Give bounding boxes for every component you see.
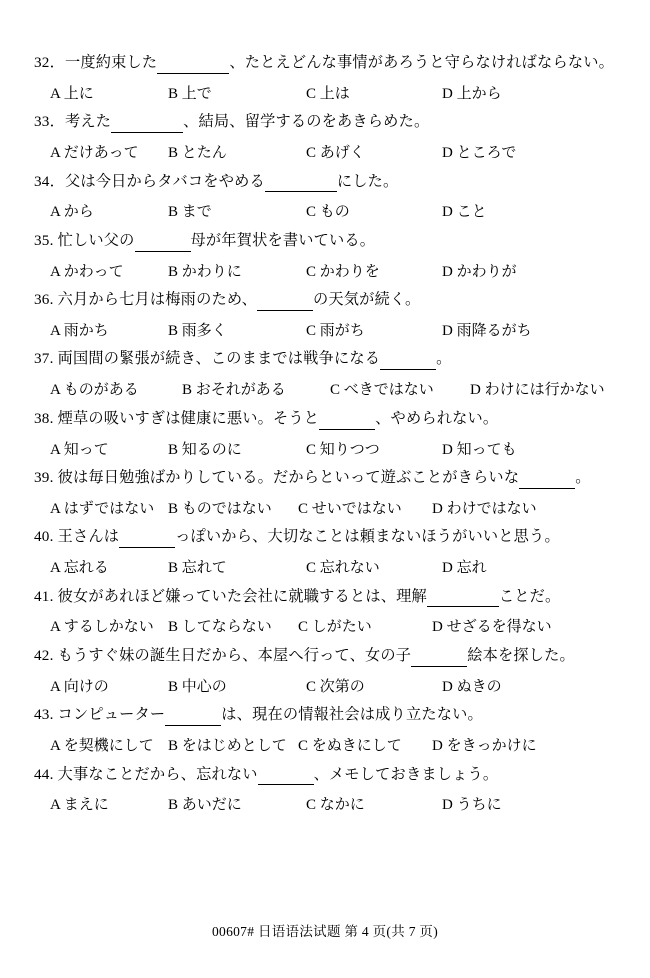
option-choice[interactable]: A から (50, 204, 94, 221)
option-choice[interactable]: A するしかない (50, 619, 154, 636)
question-stem-before: 44. 大事なことだから、忘れない (34, 765, 258, 783)
question-stem-after: ことだ。 (498, 587, 561, 605)
question-item (34, 52, 616, 105)
page-footer: 00607# 日语语法试题 第 4 页(共 7 页) (211, 924, 439, 939)
option-row (34, 142, 616, 165)
question-stem-after: 。 (575, 469, 591, 487)
option-choice[interactable]: C をぬきにして (298, 738, 402, 755)
question-stem-after: 絵本を探した。 (467, 646, 575, 664)
option-choice[interactable]: A を契機にして (50, 738, 154, 755)
answer-blank (380, 346, 436, 370)
question-stem (34, 348, 616, 372)
option-row (34, 320, 616, 343)
option-choice[interactable]: A ものがある (50, 382, 139, 399)
option-row (34, 439, 616, 462)
option-choice[interactable]: D ところで (442, 145, 517, 162)
option-choice[interactable]: D ぬきの (442, 678, 502, 695)
option-choice[interactable]: D 忘れ (442, 560, 487, 577)
question-stem-after: 、メモしておきましょう。 (313, 765, 499, 783)
option-choice[interactable]: C もの (306, 204, 350, 221)
question-stem-before: 43. コンピューター (34, 706, 166, 724)
option-choice[interactable]: C あげく (306, 145, 365, 162)
answer-blank (257, 287, 313, 311)
answer-blank (258, 762, 314, 786)
option-choice[interactable]: A だけあって (50, 145, 139, 162)
question-stem-after: っぽいから、大切なことは頼まないほうがいいと思う。 (175, 528, 560, 546)
question-item (34, 467, 616, 520)
question-item (34, 764, 616, 817)
question-stem-after: は、現在の情報社会は成り立たない。 (221, 706, 483, 724)
option-row (34, 498, 616, 521)
question-item (34, 645, 616, 698)
question-stem (34, 230, 616, 254)
answer-blank (427, 584, 499, 608)
option-choice[interactable]: B 上で (168, 85, 212, 102)
question-stem-after: 。 (436, 350, 452, 368)
question-stem (34, 467, 616, 491)
question-stem (34, 704, 616, 728)
question-stem-after: 母が年賀状を書いている。 (190, 231, 376, 249)
option-row (34, 379, 616, 402)
option-choice[interactable]: B とたん (168, 145, 227, 162)
question-item (34, 408, 616, 461)
option-choice[interactable]: A 向けの (50, 678, 109, 695)
question-stem (34, 171, 616, 195)
option-choice[interactable]: D 上から (442, 85, 502, 102)
question-stem-before: 41. 彼女があれほど嫌っていた会社に就職するとは、理解 (34, 587, 427, 605)
answer-blank (135, 228, 191, 252)
option-choice[interactable]: B かわりに (168, 263, 242, 280)
option-choice[interactable]: B ものではない (168, 500, 272, 517)
question-stem-after: 、たとえどんな事情があろうと守らなければならない。 (229, 54, 614, 71)
option-choice[interactable]: A はずではない (50, 500, 155, 517)
question-item (34, 348, 616, 401)
option-choice[interactable]: B あいだに (168, 797, 242, 814)
question-stem (34, 526, 616, 550)
question-item (34, 526, 616, 579)
question-stem (34, 645, 616, 669)
question-stem-before: 35. 忙しい父の (34, 231, 135, 249)
question-stem-before: 36. 六月から七月は梅雨のため、 (34, 291, 258, 309)
question-list (34, 52, 616, 817)
option-choice[interactable]: D をきっかけに (432, 738, 537, 755)
answer-blank (319, 406, 375, 430)
option-choice[interactable]: C 忘れない (306, 560, 380, 577)
option-row (34, 557, 616, 580)
option-choice[interactable]: D うちに (442, 797, 502, 814)
option-choice[interactable]: D かわりが (442, 263, 517, 280)
question-stem-before: 37. 両国間の緊張が続き、このままでは戦争になる (34, 350, 381, 368)
answer-blank (519, 465, 575, 489)
question-stem-before: 38. 煙草の吸いすぎは健康に悪い。そうと (34, 409, 320, 427)
option-choice[interactable]: B をはじめとして (168, 738, 287, 755)
option-choice[interactable]: C せいではない (298, 500, 402, 517)
question-stem-before: 33．考えた (34, 113, 112, 131)
option-choice[interactable]: C しがたい (298, 619, 372, 636)
question-stem-before: 32．一度約束した (34, 54, 158, 71)
answer-blank (165, 702, 221, 726)
question-stem-after: 、結局、留学するのをあきらめた。 (183, 113, 430, 131)
question-stem (34, 408, 616, 432)
answer-blank (111, 109, 183, 133)
question-stem (34, 586, 616, 610)
question-item (34, 704, 616, 757)
option-choice[interactable]: C 上は (306, 85, 350, 102)
answer-blank (265, 169, 337, 193)
question-stem-before: 42. もうすぐ妹の誕生日だから、本屋へ行って、女の子 (34, 646, 412, 664)
option-choice[interactable]: B 忘れて (168, 560, 227, 577)
option-choice[interactable]: B 中心の (168, 678, 227, 695)
option-row (34, 676, 616, 699)
option-choice[interactable]: D せざるを得ない (432, 619, 552, 636)
option-choice[interactable]: B 知るのに (168, 441, 242, 458)
question-stem (34, 52, 616, 76)
option-choice[interactable]: C 次第の (306, 678, 365, 695)
question-stem-before: 39. 彼は毎日勉強ばかりしている。だからといって遊ぶことがきらいな (34, 469, 520, 487)
question-stem-after: 、やめられない。 (375, 409, 499, 427)
option-row (34, 201, 616, 224)
option-choice[interactable]: C べきではない (330, 382, 434, 399)
option-choice[interactable]: D わけではない (432, 500, 537, 517)
option-choice[interactable]: B まで (168, 204, 212, 221)
question-stem (34, 764, 616, 788)
option-choice[interactable]: D こと (442, 204, 487, 221)
answer-blank (119, 524, 175, 548)
question-item (34, 230, 616, 283)
option-row (34, 616, 616, 639)
option-choice[interactable]: C かわりを (306, 263, 380, 280)
question-item (34, 171, 616, 224)
option-choice[interactable]: A 忘れる (50, 560, 109, 577)
option-row (34, 83, 616, 106)
option-choice[interactable]: D わけには行かない (470, 382, 605, 399)
question-stem-after: にした。 (336, 172, 399, 190)
option-choice[interactable]: A 知って (50, 441, 109, 458)
option-choice[interactable]: A 雨かち (50, 322, 109, 339)
question-stem (34, 111, 616, 135)
option-choice[interactable]: B してならない (168, 619, 272, 636)
option-choice[interactable]: A 上に (50, 85, 94, 102)
option-row (34, 794, 616, 817)
question-item (34, 586, 616, 639)
option-choice[interactable]: D 雨降るがち (442, 322, 532, 339)
option-row (34, 261, 616, 284)
option-choice[interactable]: B 雨多く (168, 322, 227, 339)
option-choice[interactable]: A まえに (50, 797, 109, 814)
question-stem-after: の天気が続く。 (313, 291, 421, 309)
option-choice[interactable]: D 知っても (442, 441, 517, 458)
option-choice[interactable]: B おそれがある (182, 382, 286, 399)
option-choice[interactable]: C 雨がち (306, 322, 365, 339)
answer-blank (157, 50, 229, 74)
option-row (34, 735, 616, 758)
question-stem-before: 34．父は今日からタバコをやめる (34, 172, 265, 190)
question-item (34, 111, 616, 164)
option-choice[interactable]: A かわって (50, 263, 124, 280)
answer-blank (411, 643, 467, 667)
question-stem (34, 289, 616, 313)
question-item (34, 289, 616, 342)
question-stem-before: 40. 王さんは (34, 528, 120, 546)
option-choice[interactable]: C 知りつつ (306, 441, 380, 458)
option-choice[interactable]: C なかに (306, 797, 365, 814)
